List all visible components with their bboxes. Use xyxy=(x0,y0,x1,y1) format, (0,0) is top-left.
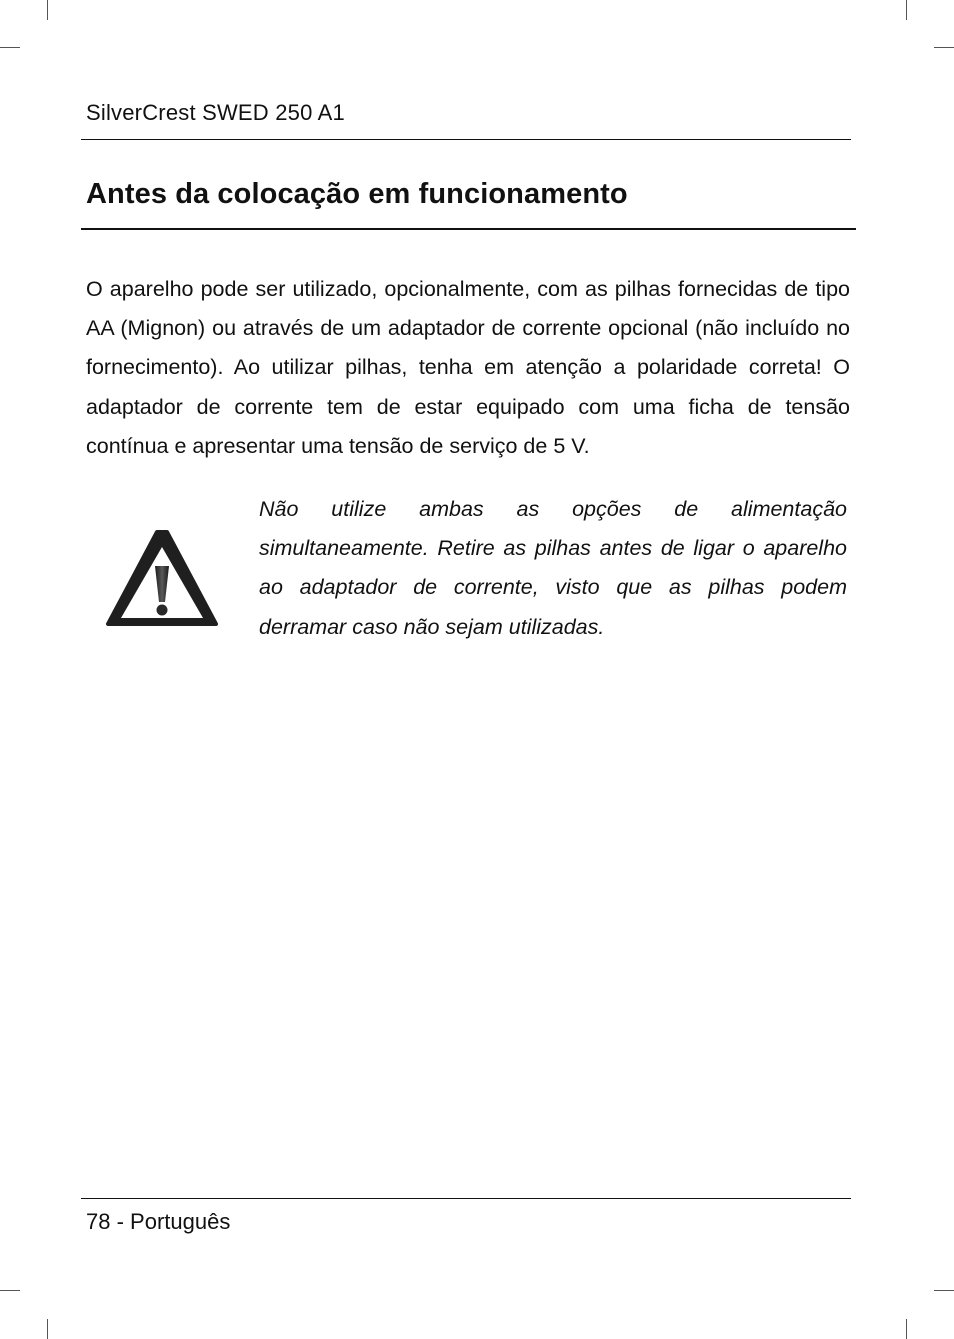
warning-text: Não utilize ambas as opções de alimentação simultaneamente. Retire as pilhas antes de ligar o aparelho ao adaptador de corrente, visto que as pilhas podem derramar caso não sejam utilizadas. xyxy=(259,497,847,639)
crop-mark xyxy=(47,1319,48,1339)
header-divider xyxy=(81,139,851,140)
crop-mark xyxy=(0,47,20,48)
crop-mark xyxy=(934,47,954,48)
page-number: 78 xyxy=(86,1209,111,1234)
crop-mark xyxy=(906,0,907,20)
page-footer xyxy=(86,1209,230,1235)
footer-language: - Português xyxy=(110,1209,231,1234)
title-divider xyxy=(81,228,856,230)
crop-mark xyxy=(47,0,48,20)
running-header: SilverCrest SWED 250 A1 xyxy=(86,100,345,125)
warning-triangle-icon xyxy=(105,528,219,630)
footer-divider xyxy=(81,1198,851,1199)
crop-mark xyxy=(906,1319,907,1339)
body-paragraph: O aparelho pode ser utilizado, opcionalmente, com as pilhas fornecidas de tipo AA (Mignon) ou através de um adaptador de corrente opcional (não incluído no fornecimento). Ao utilizar pilhas, tenha em atenção a polaridade correta! O adaptador de corrente tem de estar equipado com uma ficha de tensão contínua e apresentar uma tensão de serviço de 5 V. xyxy=(86,277,850,458)
crop-mark xyxy=(0,1290,20,1291)
section-title: Antes da colocação em funcionamento xyxy=(86,178,628,210)
crop-mark xyxy=(934,1290,954,1291)
